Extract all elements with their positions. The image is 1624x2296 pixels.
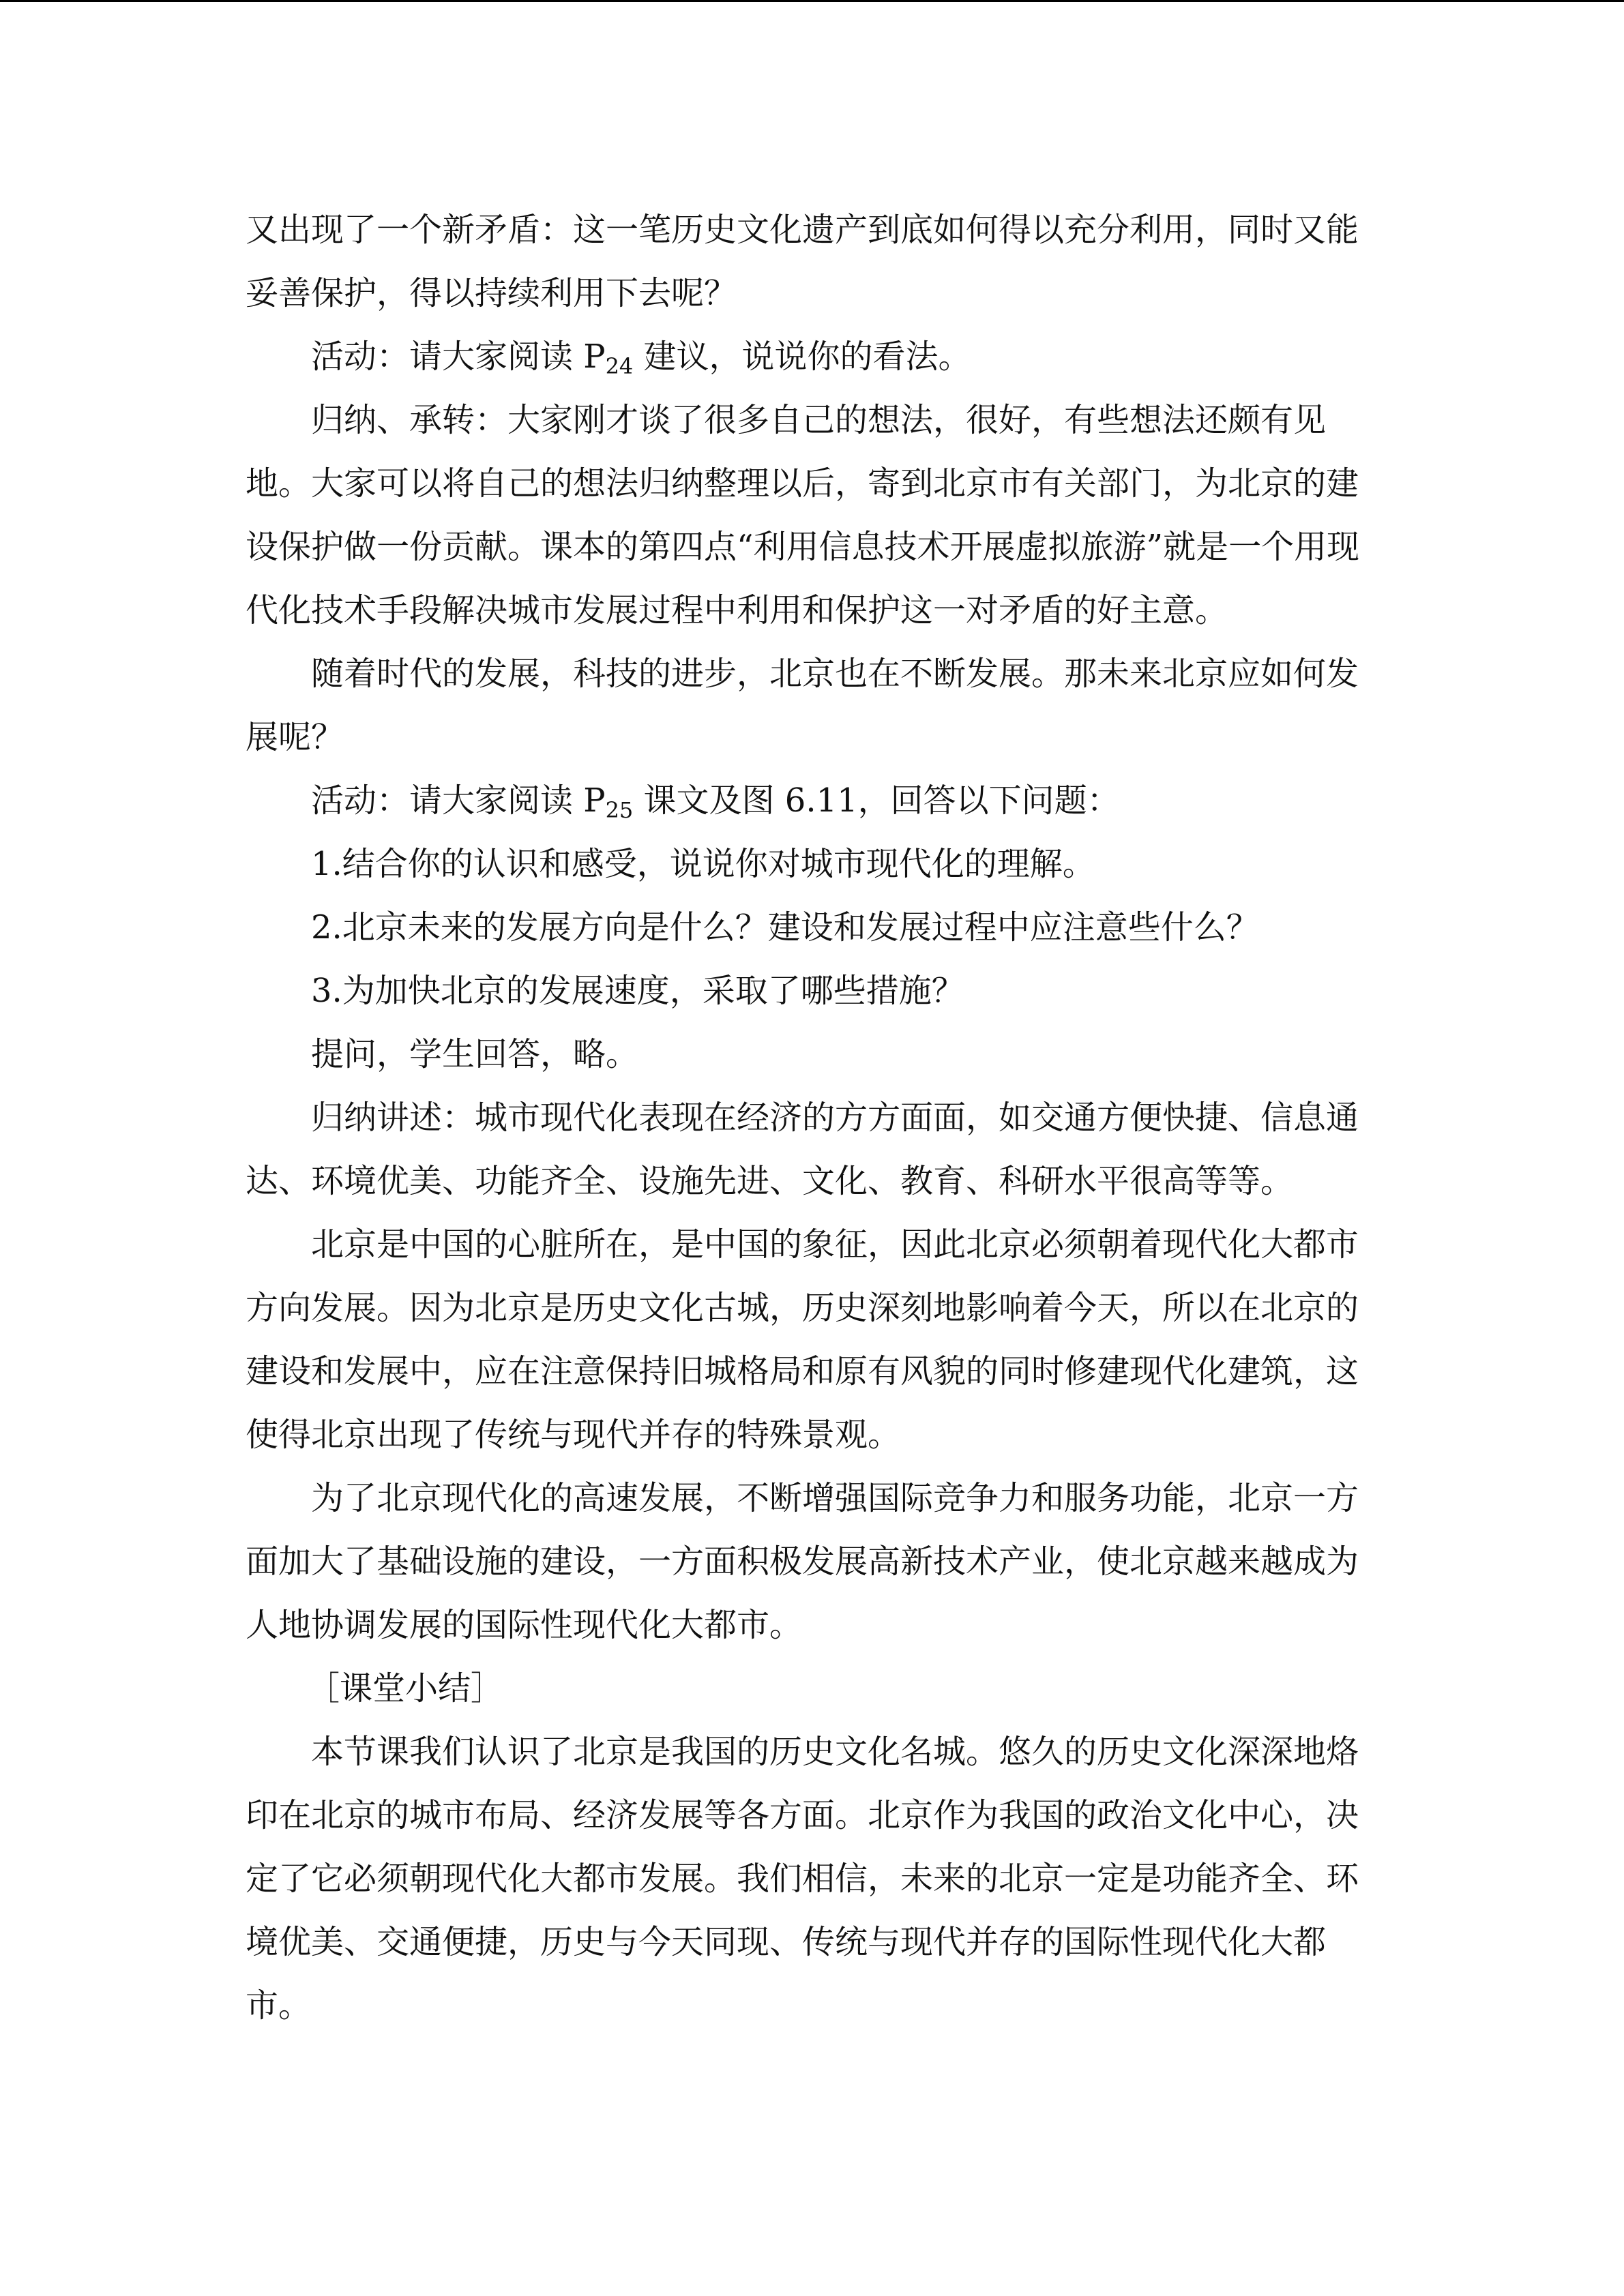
section-heading-summary: ［课堂小结］: [307, 1669, 504, 1708]
paragraph-beijing-heart: 北京是中国的心脏所在，是中国的象征，因此北京必须朝着现代化大都市方向发展。因为北京是历史文化古城，历史深刻地影响着今天，所以在北京的建设和发展中，应在注意保持旧城格局和原有风貌的同时修建现代化建筑，这使得北京出现了传统与现代并存的特殊景观。: [246, 1225, 1359, 1454]
paragraph-high-speed-development: 为了北京现代化的高速发展，不断增强国际竞争力和服务功能，北京一方面加大了基础设施的建设，一方面积极发展高新技术产业，使北京越来越成为人地协调发展的国际性现代化大都市。: [246, 1479, 1359, 1644]
activity-text-rest: 课文及图 6.11，回答以下问题：: [633, 781, 1120, 820]
paragraph-lesson-summary: 本节课我们认识了北京是我国的历史文化名城。悠久的历史文化深深地烙印在北京的城市布局、经济发展等各方面。北京作为我国的政治文化中心，决定了它必须朝现代化大都市发展。我们相信，未来的北京一定是功能齐全、环境优美、交通便捷，历史与今天同现、传统与现代并存的国际性现代化大都市。: [246, 1733, 1359, 2025]
activity-text: 活动：请大家阅读 P: [311, 338, 606, 376]
activity-text: 活动：请大家阅读 P: [311, 781, 606, 820]
document-body: [246, 198, 1385, 2038]
page-subscript: 24: [605, 353, 634, 379]
paragraph-modernization: 归纳讲述：城市现代化表现在经济的方方面面，如交通方便快捷、信息通达、环境优美、功能齐全、设施先进、文化、教育、科研水平很高等等。: [246, 1099, 1359, 1200]
question-2: 2.北京未来的发展方向是什么？建设和发展过程中应注意些什么？: [311, 908, 1259, 946]
question-3: 3.为加快北京的发展速度，采取了哪些措施？: [311, 972, 964, 1010]
paragraph-activity-p25: [246, 769, 1385, 833]
paragraph-continued: 又出现了一个新矛盾：这一笔历史文化遗产到底如何得以充分利用，同时又能妥善保护，得以持续利用下去呢？: [246, 211, 1359, 312]
paragraph-activity-p24: [246, 325, 1385, 389]
paragraph-summary-transition: 归纳、承转：大家刚才谈了很多自己的想法，很好，有些想法还颇有见地。大家可以将自己的想法归纳整理以后，寄到北京市有关部门，为北京的建设保护做一份贡献。课本的第四点“利用信息技术开展虚拟旅游”就是一个用现代化技术手段解决城市发展过程中利用和保护这一对矛盾的好主意。: [246, 401, 1360, 629]
page-subscript: 25: [605, 796, 634, 823]
paragraph-development: 随着时代的发展，科技的进步，北京也在不断发展。那未来北京应如何发展呢？: [246, 655, 1359, 756]
activity-text-rest: 建议，说说你的看法。: [633, 338, 971, 376]
paragraph-answer-note: 提问，学生回答，略。: [311, 1035, 639, 1073]
question-1: 1.结合你的认识和感受，说说你对城市现代化的理解。: [311, 845, 1095, 883]
